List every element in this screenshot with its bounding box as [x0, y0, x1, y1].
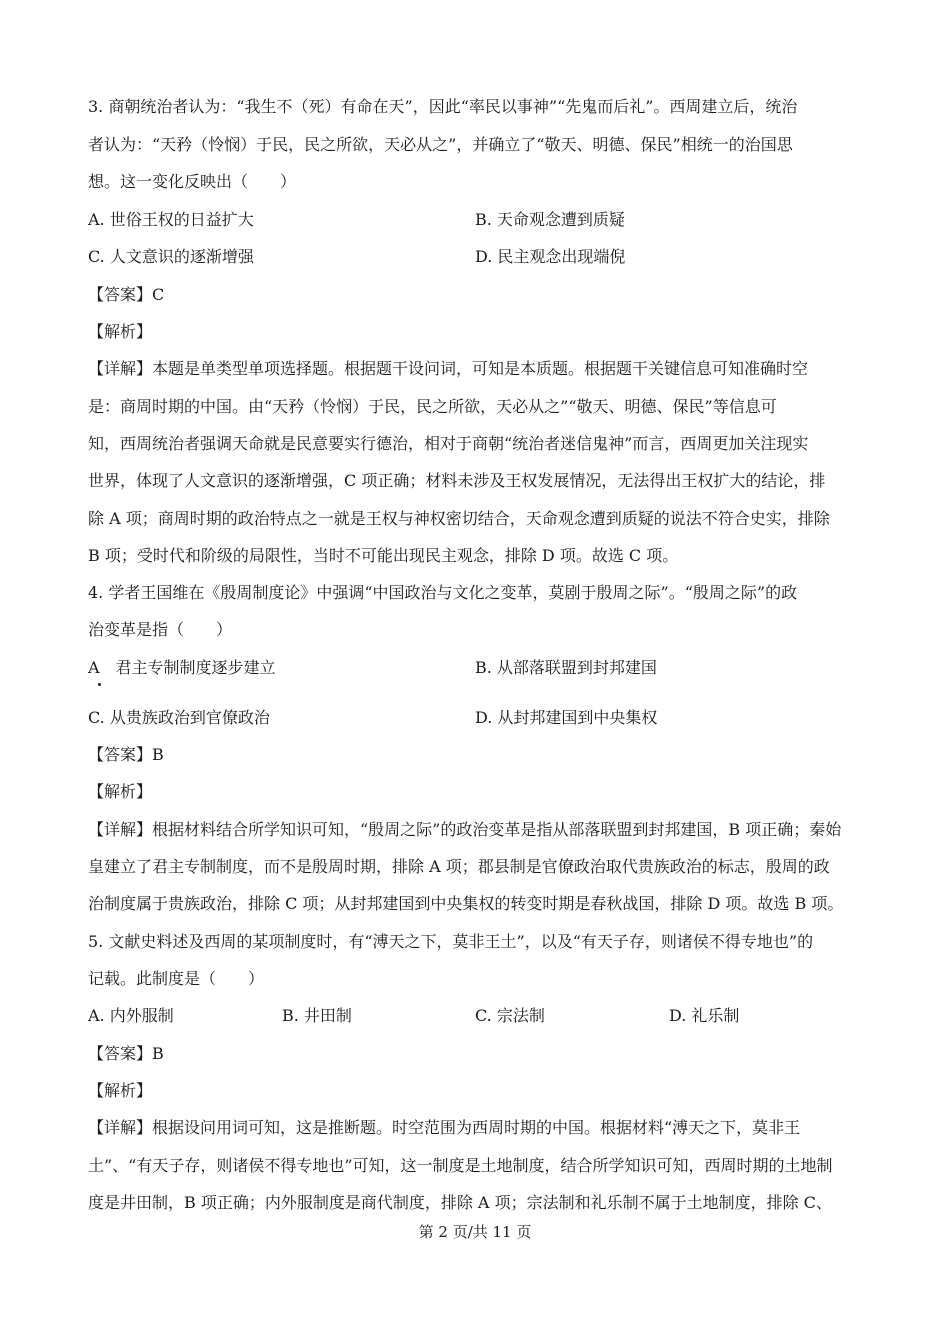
q4-option-c: C. 从贵族政治到官僚政治: [88, 708, 270, 727]
q5-option-b: B. 井田制: [282, 1006, 352, 1025]
page-number-footer: 第 2 页/共 11 页: [418, 1223, 532, 1241]
q4-stem-line-1: 4. 学者王国维在《殷周制度论》中强调“中国政治与文化之变革，莫剧于殷周之际”。“殷周之际”的政: [88, 583, 798, 602]
q5-analysis-heading: 【解析】: [88, 1081, 153, 1100]
q4-answer: 【答案】B: [88, 745, 164, 764]
q5-option-a: A. 内外服制: [88, 1006, 174, 1025]
q4-stem-line-2: 治变革是指（ ）: [88, 620, 233, 639]
q5-option-c: C. 宗法制: [475, 1006, 545, 1025]
q3-detail-line-4: 世界，体现了人文意识的逐渐增强，C 项正确；材料未涉及王权发展情况，无法得出王权扩大的结论，排: [88, 471, 826, 490]
q3-detail-line-3: 知，西周统治者强调天命就是民意要实行德治，相对于商朝“统治者迷信鬼神”而言，西周更加关注现实: [88, 434, 809, 453]
q3-detail-line-6: B 项；受时代和阶级的局限性，当时不可能出现民主观念，排除 D 项。故选 C 项。: [88, 546, 679, 565]
q5-stem-line-1: 5. 文献史料述及西周的某项制度时，有“溥天之下，莫非王土”，以及“有天子存，则诸侯不得专地也”的: [88, 932, 814, 951]
q3-stem-line-3: 想。这一变化反映出（ ）: [88, 172, 297, 191]
q3-detail-line-5: 除 A 项；商周时期的政治特点之一就是王权与神权密切结合，天命观念遭到质疑的说法不符合史实，排除: [88, 509, 830, 528]
q4-detail-line-3: 治制度属于贵族政治，排除 C 项；从封邦建国到中央集权的转变时期是春秋战国，排除 D 项。故选 B 项。: [88, 894, 844, 913]
q5-detail-line-1: 【详解】根据设问用词可知，这是推断题。时空范围为西周时期的中国。根据材料“溥天之下，莫非王: [88, 1118, 801, 1137]
q4-option-d: D. 从封邦建国到中央集权: [475, 708, 658, 727]
q4-detail-line-1: 【详解】根据材料结合所学知识可知，“殷周之际”的政治变革是指从部落联盟到封邦建国，B 项正确；秦始: [88, 820, 842, 839]
q3-option-d: D. 民主观念出现端倪: [475, 247, 626, 266]
q3-detail-line-1: 【详解】本题是单类型单项选择题。根据题干设问词，可知是本质题。根据题干关键信息可知准确时空: [88, 359, 809, 378]
q3-detail-line-2: 是：商周时期的中国。由“天矜（怜悯）于民，民之所欲，天必从之”“敬天、明德、保民”等信息可: [88, 397, 777, 416]
q5-stem-line-2: 记载。此制度是（ ）: [88, 969, 265, 988]
q4-analysis-heading: 【解析】: [88, 782, 153, 801]
q3-option-b: B. 天命观念遭到质疑: [475, 210, 625, 229]
q3-answer: 【答案】C: [88, 285, 165, 304]
q4-detail-line-2: 皇建立了君主专制制度，而不是殷周时期，排除 A 项；郡县制是官僚政治取代贵族政治的标志，殷周的政: [88, 857, 830, 876]
q3-stem-line-2: 者认为：“天矜（怜悯）于民，民之所欲，天必从之”，并确立了“敬天、明德、保民”相统一的治国思: [88, 135, 793, 154]
q3-option-c: C. 人文意识的逐渐增强: [88, 247, 254, 266]
q5-detail-line-2: 土”、“有天子存，则诸侯不得专地也”可知，这一制度是土地制度，结合所学知识可知，西周时期的土地制: [88, 1156, 833, 1175]
q5-answer: 【答案】B: [88, 1044, 164, 1063]
option-dot-mark: [98, 683, 101, 686]
q3-stem-line-1: 3. 商朝统治者认为：“我生不（死）有命在天”，因此“率民以事神”“先鬼而后礼”。西周建立后，统治: [88, 97, 798, 116]
q3-analysis-heading: 【解析】: [88, 322, 153, 341]
q5-option-d: D. 礼乐制: [669, 1006, 740, 1025]
q4-option-b: B. 从部落联盟到封邦建国: [475, 658, 657, 677]
q3-option-a: A. 世俗王权的日益扩大: [88, 210, 254, 229]
q4-option-a: A 君主专制制度逐步建立: [88, 658, 276, 677]
q5-detail-line-3: 度是井田制，B 项正确；内外服制度是商代制度，排除 A 项；宗法制和礼乐制不属于土地制度，排除 C、: [88, 1193, 832, 1212]
